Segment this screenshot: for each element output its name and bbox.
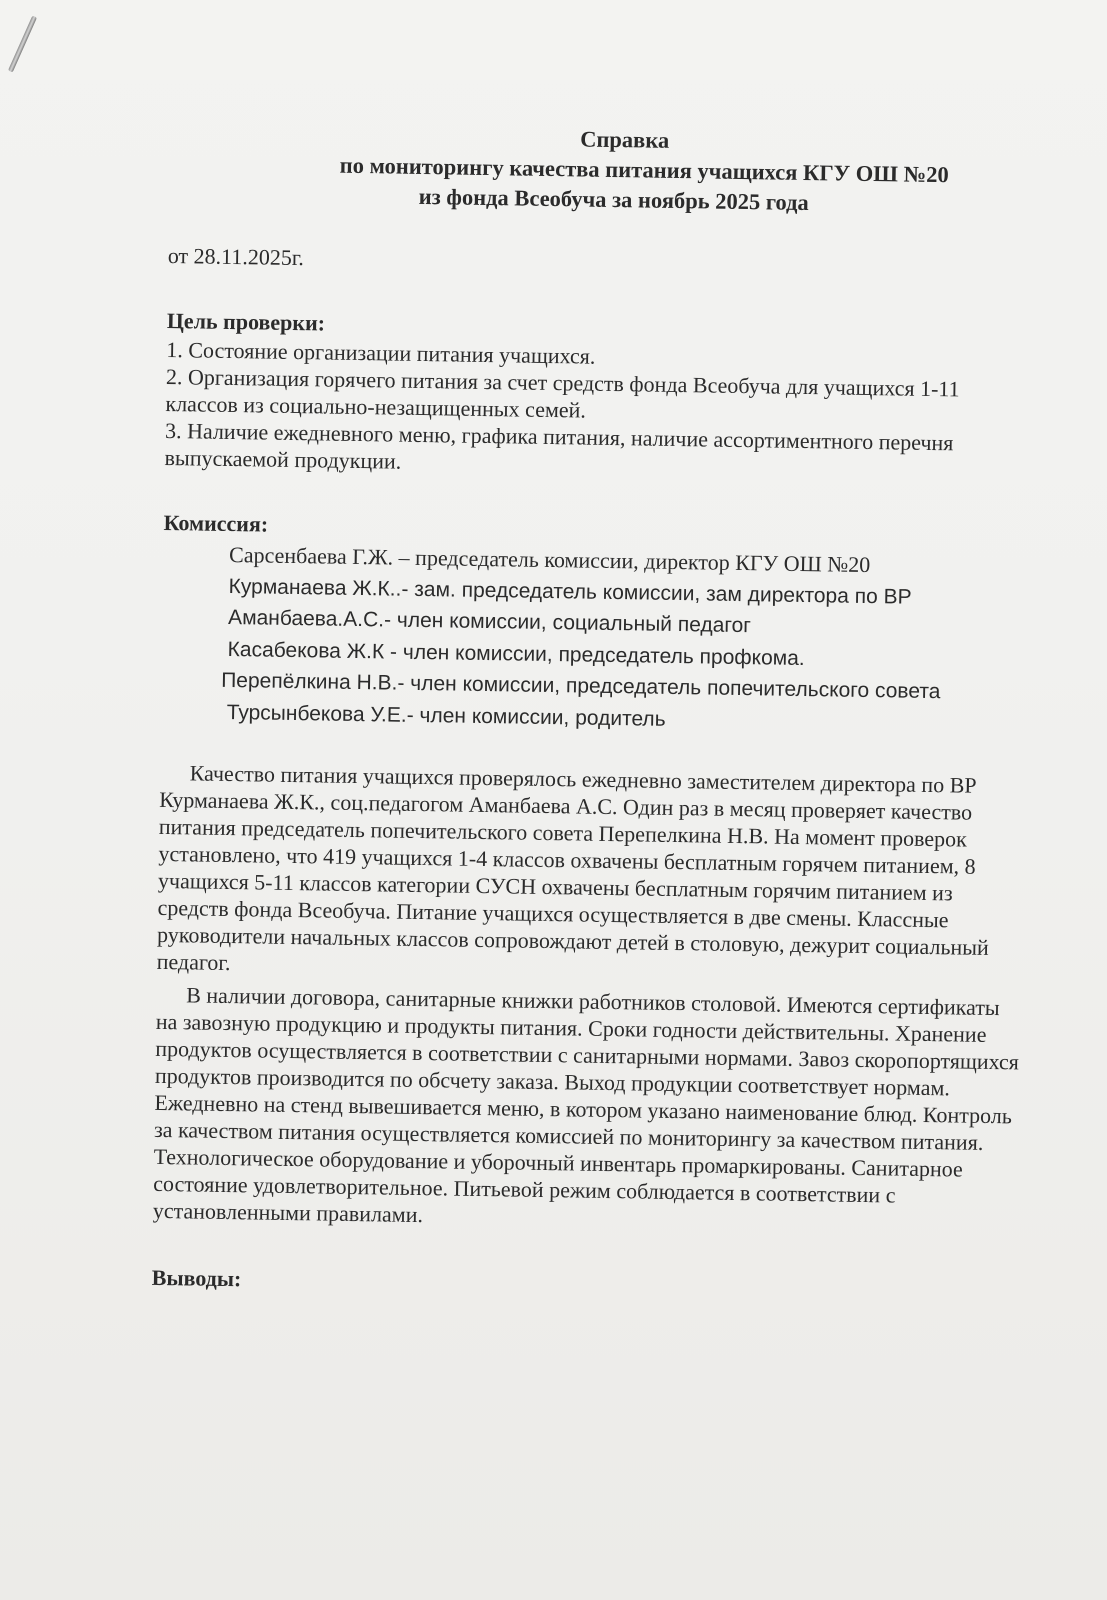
commission-member: Турсынбекова У.Е.- член комиссии, родитель (226, 700, 666, 731)
goal-heading: Цель проверки: (166, 307, 326, 336)
commission-heading: Комиссия: (163, 509, 269, 537)
title-line-3: из фонда Всеобуча за ноябрь 2025 года (418, 183, 809, 216)
conclusions-heading: Выводы: (151, 1264, 242, 1292)
commission-member: Касабекова Ж.К - член комиссии, председатель профкома. (227, 637, 805, 670)
commission-member: Сарсенбаева Г.Ж. – председатель комиссии, директор КГУ ОШ №20 (228, 541, 871, 578)
commission-member: Курманаева Ж.К..- зам. председатель комиссии, зам директора по ВР (228, 574, 912, 609)
goal-item: 3. Наличие ежедневного меню, графика питания, наличие ассортиментного перечня выпускаемой продукции. (164, 417, 954, 474)
body-paragraph: Качество питания учащихся проверялось ежедневно заместителем директора по ВР Курманаева Ж.К., соц.педагогом Аманбаева А.С. Один раз в месяц проверяет качество питания председатель попечительского совета Перепелкина Н.В. На момент проверок установлено, что 419 учащихся 1-4 классов охвачены бесплатным горячем питанием, 8 учащихся 5-11 классов категории СУСН охвачены бесплатным горячим питанием из средств фонда Всеобуча. Питание учащихся осуществляется в две смены. Классные руководители начальных классов сопровождают детей в столовую, дежурит социальный педагог. (156, 760, 990, 976)
title-line-2: по мониторингу качества питания учащихся КГУ ОШ №20 (339, 152, 949, 188)
commission-list (160, 538, 1033, 741)
document-date: от 28.11.2025г. (167, 242, 305, 271)
goal-list (164, 336, 1036, 485)
goal-item: 1. Состояние организации питания учащихся. (166, 336, 596, 369)
body-paragraph: В наличии договора, санитарные книжки работников столовой. Имеются сертификаты на завозную продукцию и продукты питания. Сроки годности действительны. Хранение продуктов осуществляется в соответствии с санитарными нормами. Завоз скоропортящихся продуктов производится по обсчету заказа. Выход продукции соответствует нормам. Ежедневно на стенд вывешивается меню, в котором указано наименование блюд. Контроль за качеством питания осуществляется комиссией по мониторингу за качеством питания. Технологическое оборудование и уборочный инвентарь промаркированы. Санитарное состояние удовлетворительное. Питьевой режим соблюдается в соответствии с установленными правилами. (152, 982, 1020, 1228)
commission-member: Аманбаева.А.С.- член комиссии, социальный педагог (227, 605, 752, 638)
commission-member: Перепёлкина Н.В.- член комиссии, председатель попечительского совета (220, 668, 941, 704)
goal-item: 2. Организация горячего питания за счет средств фонда Всеобуча для учащихся 1-11 классов из социально-незащищенных семей. (165, 363, 960, 423)
document-title (229, 119, 1020, 221)
document-body (152, 118, 1040, 1305)
title-line-1: Справка (580, 126, 670, 153)
staple-mark (8, 16, 37, 73)
